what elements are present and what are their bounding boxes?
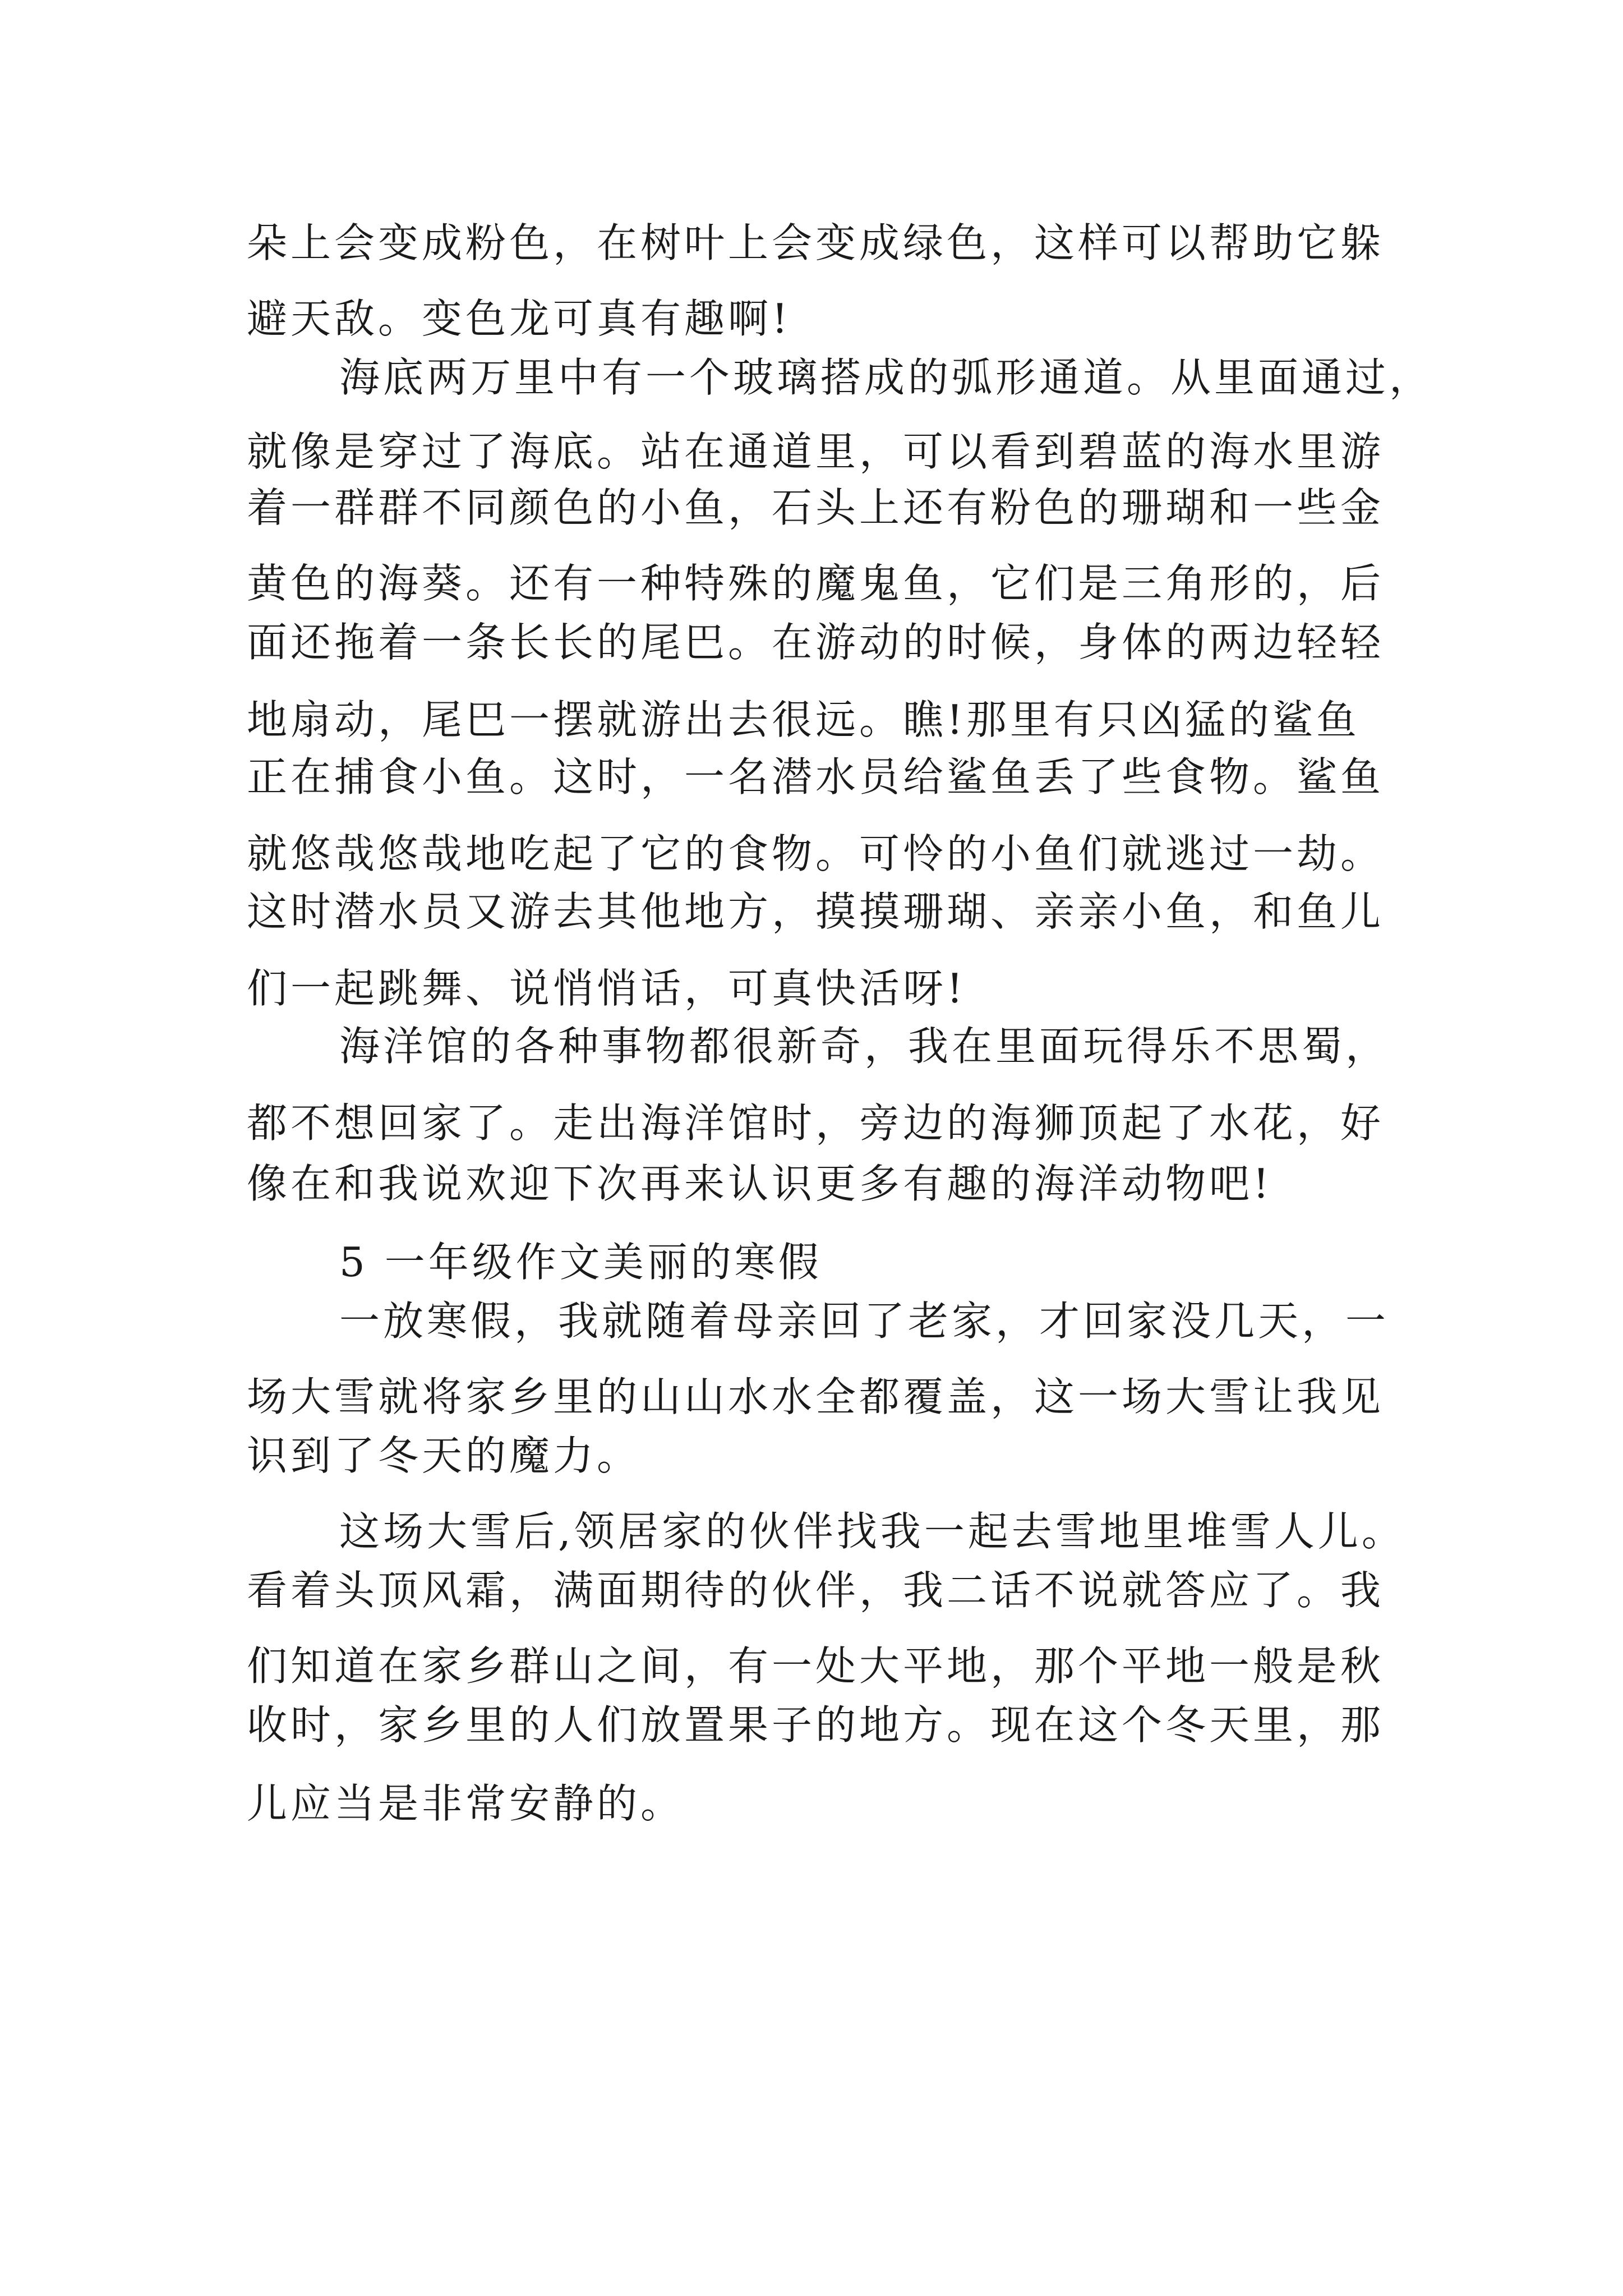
text-line: 就悠哉悠哉地吃起了它的食物。可怜的小鱼们就逃过一劫。 bbox=[247, 830, 1385, 877]
paragraph-first-line: 海底两万里中有一个玻璃搭成的弧形通道。从里面通过， bbox=[339, 354, 1433, 401]
section-heading: 5 一年级作文美丽的寒假 bbox=[339, 1239, 822, 1286]
text-line: 避天敌。变色龙可真有趣啊! bbox=[247, 295, 791, 342]
text-line: 面还拖着一条长长的尾巴。在游动的时候，身体的两边轻轻 bbox=[247, 619, 1385, 666]
text-line: 就像是穿过了海底。站在通道里，可以看到碧蓝的海水里游 bbox=[247, 428, 1385, 475]
text-line: 识到了冬天的魔力。 bbox=[247, 1432, 641, 1479]
text-line: 场大雪就将家乡里的山山水水全都覆盖，这一场大雪让我见 bbox=[247, 1373, 1385, 1420]
text-line: 像在和我说欢迎下次再来认识更多有趣的海洋动物吧! bbox=[247, 1160, 1272, 1207]
text-line: 儿应当是非常安静的。 bbox=[247, 1780, 685, 1827]
paragraph-first-line: 一放寒假，我就随着母亲回了老家，才回家没几天，一 bbox=[339, 1297, 1390, 1345]
paragraph-first-line: 海洋馆的各种事物都很新奇，我在里面玩得乐不思蜀， bbox=[339, 1023, 1390, 1070]
text-line: 看着头顶风霜，满面期待的伙伴，我二话不说就答应了。我 bbox=[247, 1567, 1385, 1614]
text-line: 收时，家乡里的人们放置果子的地方。现在这个冬天里，那 bbox=[247, 1701, 1385, 1749]
text-line: 着一群群不同颜色的小鱼，石头上还有粉色的珊瑚和一些金 bbox=[247, 484, 1385, 531]
text-line: 黄色的海葵。还有一种特殊的魔鬼鱼，它们是三角形的，后 bbox=[247, 560, 1385, 607]
text-line: 都不想回家了。走出海洋馆时，旁边的海狮顶起了水花，好 bbox=[247, 1099, 1385, 1147]
text-line: 们一起跳舞、说悄悄话，可真快活呀! bbox=[247, 965, 966, 1012]
paragraph-first-line: 这场大雪后,领居家的伙伴找我一起去雪地里堆雪人儿。 bbox=[339, 1508, 1405, 1555]
text-line: 这时潜水员又游去其他地方，摸摸珊瑚、亲亲小鱼，和鱼儿 bbox=[247, 888, 1385, 935]
text-line: 朵上会变成粉色，在树叶上会变成绿色，这样可以帮助它躲 bbox=[247, 219, 1385, 266]
text-line: 地扇动，尾巴一摆就游出去很远。瞧!那里有只凶猛的鲨鱼 bbox=[247, 696, 1360, 743]
text-line: 们知道在家乡群山之间，有一处大平地，那个平地一般是秋 bbox=[247, 1642, 1385, 1690]
text-line: 正在捕食小鱼。这时，一名潜水员给鲨鱼丢了些食物。鲨鱼 bbox=[247, 753, 1385, 800]
